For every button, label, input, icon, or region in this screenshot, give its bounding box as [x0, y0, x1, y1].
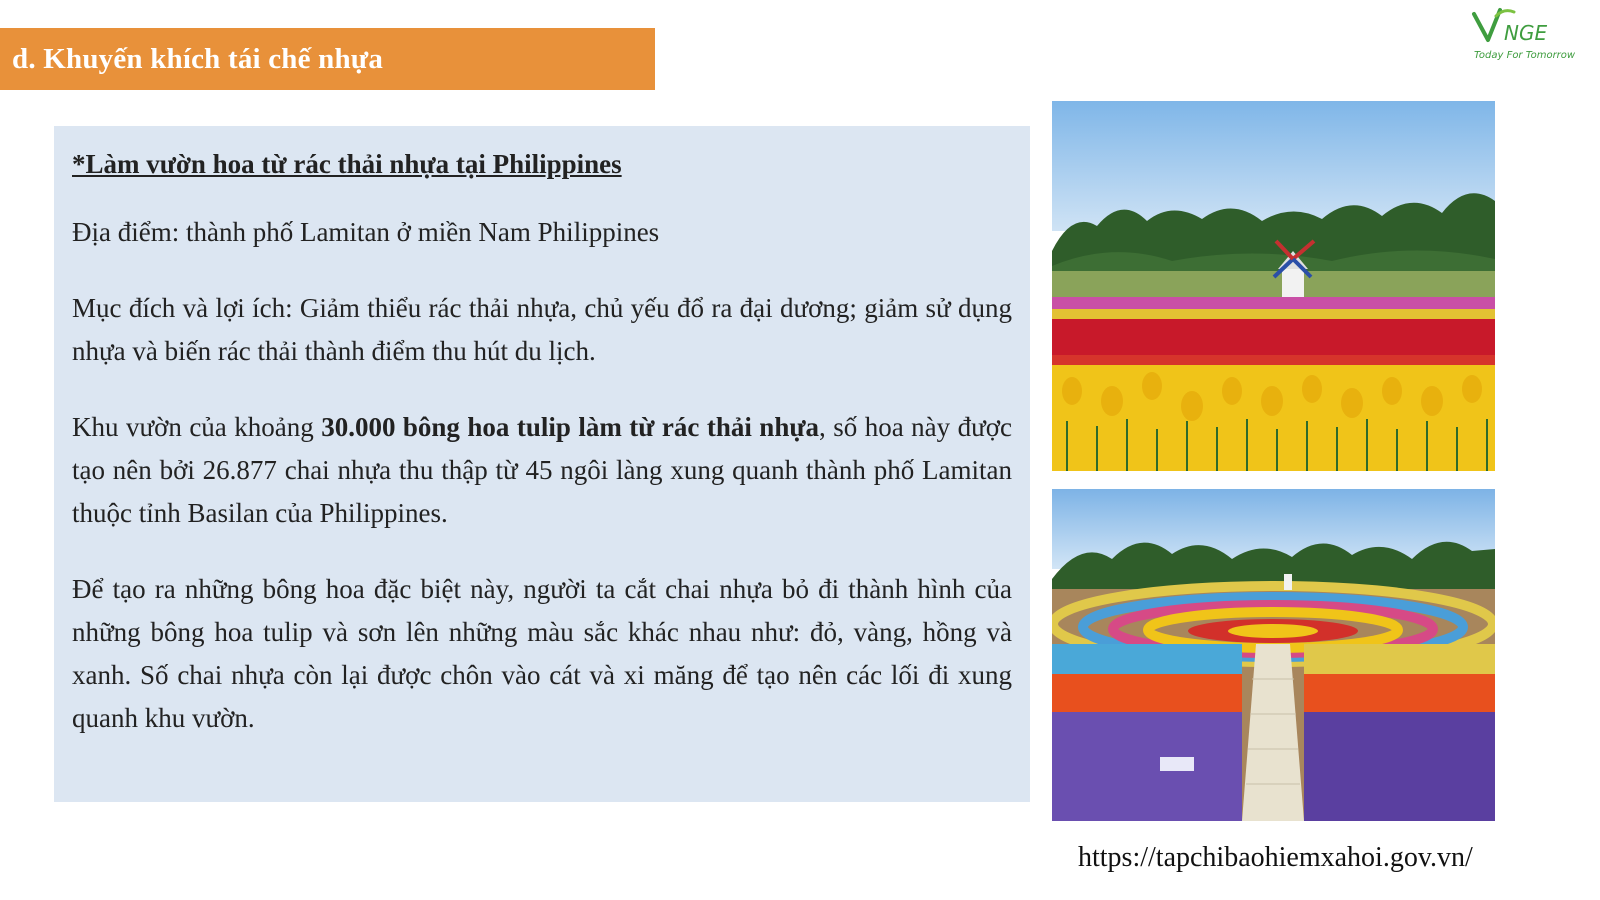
vnge-logo [1470, 6, 1598, 66]
garden-paragraph [72, 406, 1012, 535]
circular-tulip-garden-photo [1052, 489, 1495, 821]
logo-tagline: Today For Tomorrow [1474, 50, 1576, 61]
source-url-text: https://tapchibaohiemxahoi.gov.vn/ [1078, 842, 1473, 873]
tulip-field-windmill-photo [1052, 101, 1495, 471]
purpose-paragraph: Mục đích và lợi ích: Giảm thiểu rác thải nhựa, chủ yếu đổ ra đại dương; giảm sử dụng nhựa và biến rác thải thành điểm thu hút du lịch. [72, 292, 1012, 366]
method-paragraph: Để tạo ra những bông hoa đặc biệt này, người ta cắt chai nhựa bỏ đi thành hình của những bông hoa tulip và sơn lên những màu sắc khác nhau như: đỏ, vàng, hồng và xanh. Số chai nhựa còn lại được chôn vào cát và xi măng để tạo nên các lối đi xung quanh khu vườn. [72, 573, 1012, 733]
garden-text-highlight: 30.000 bông hoa tulip làm từ rác thải nhựa [321, 411, 820, 442]
tulip-field-windmill-image [1052, 101, 1495, 471]
svg-text:NGE: NGE [1504, 21, 1548, 45]
section-title: d. Khuyến khích tái chế nhựa [12, 42, 384, 75]
location-paragraph: Địa điểm: thành phố Lamitan ở miền Nam Philippines [72, 216, 660, 247]
garden-text-suffix: , số hoa này được tạo nên bởi 26.877 chai nhựa thu thập từ 45 ngôi làng xung quanh thành phố Lamitan thuộc tỉnh Basilan của Philippines. [72, 411, 1012, 528]
vnge-logo-icon [1470, 6, 1598, 50]
garden-text-prefix: Khu vườn của khoảng [72, 411, 322, 442]
content-heading: *Làm vườn hoa từ rác thải nhựa tại Philippines [72, 149, 622, 179]
content-panel [54, 126, 1030, 802]
section-title-bar [0, 28, 655, 90]
circular-tulip-garden-image [1052, 489, 1495, 821]
